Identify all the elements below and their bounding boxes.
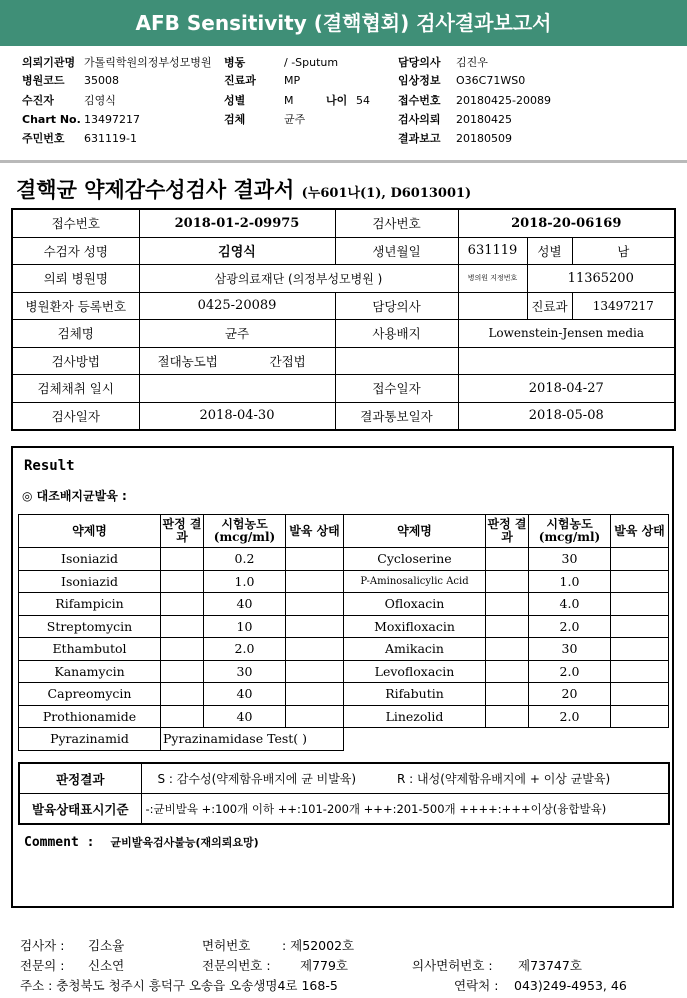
growth-status <box>611 615 669 638</box>
drug-row <box>19 615 669 638</box>
drug-name: Rifabutin <box>344 683 486 706</box>
drug-row <box>19 660 669 683</box>
separator <box>0 160 687 163</box>
contact-label: 연락처 : <box>454 978 499 993</box>
growth-status <box>611 570 669 593</box>
col-judge: 판정 결과 <box>161 515 204 548</box>
test-concentration: 2.0 <box>529 660 611 683</box>
specimen-value: 균주 <box>139 320 335 348</box>
header-label: 담당의사 <box>398 56 441 69</box>
comment <box>24 834 259 850</box>
header-row-1 <box>22 56 488 70</box>
drug-name: Ofloxacin <box>344 593 486 616</box>
control-medium-label: ◎ 대조배지균발육 : <box>22 489 127 503</box>
footer-row-1 <box>20 936 354 954</box>
header-value: 35008 <box>84 74 119 87</box>
birth-label: 생년월일 <box>335 237 458 265</box>
sex-value: 남 <box>572 237 675 265</box>
drug-name: Rifampicin <box>19 593 161 616</box>
drug-name: Isoniazid <box>19 548 161 571</box>
doc-license-label: 의사면허번호 : <box>412 958 493 973</box>
header-value: M <box>284 94 294 107</box>
judge-result <box>486 705 529 728</box>
header-value: 631119-1 <box>84 132 137 145</box>
medium-label: 사용배지 <box>335 320 458 348</box>
header-value: 13497217 <box>84 113 140 126</box>
drug-name: Isoniazid <box>19 570 161 593</box>
header-value: MP <box>284 74 301 87</box>
specialist-label: 전문의 : <box>20 958 65 973</box>
method-absolute: 절대농도법 <box>157 353 218 369</box>
test-concentration: 2.0 <box>529 615 611 638</box>
header-label: 의뢰기관명 <box>22 56 76 69</box>
drug-name: Cycloserine <box>344 548 486 571</box>
judge-result <box>486 660 529 683</box>
age-label: 나이 <box>326 94 348 107</box>
judge-result <box>161 660 204 683</box>
pza-name: Pyrazinamid <box>19 728 161 751</box>
drug-row <box>19 548 669 571</box>
footer-row-3 <box>20 976 627 994</box>
legend-table <box>18 762 670 825</box>
receipt-no: 2018-01-2-09975 <box>139 209 335 237</box>
hospital-label: 의뢰 병원명 <box>12 265 139 293</box>
drug-name: Amikacin <box>344 638 486 661</box>
drug-name: Linezolid <box>344 705 486 728</box>
collect-value <box>139 375 335 403</box>
judge-s: S : 감수성(약제함유배지에 균 비발육) <box>141 763 393 794</box>
specialist: 신소연 <box>88 958 125 973</box>
specimen-label: 검체명 <box>12 320 139 348</box>
method-blank-2 <box>458 347 675 375</box>
test-concentration: 30 <box>529 548 611 571</box>
growth-label: 발육상태표시기준 <box>19 794 141 825</box>
header-row-2 <box>22 74 525 88</box>
drug-row <box>19 638 669 661</box>
header-label: 결과보고 <box>398 132 441 145</box>
test-concentration: 20 <box>529 683 611 706</box>
col-drug: 약제명 <box>344 515 486 548</box>
test-concentration: 40 <box>204 705 286 728</box>
hospital-no-label: 병의원 지정번호 <box>458 265 527 293</box>
patient-label: 수검자 성명 <box>12 237 139 265</box>
header-value: 김진우 <box>456 56 488 69</box>
col-judge: 판정 결과 <box>486 515 529 548</box>
method-value <box>139 347 335 375</box>
judge-result <box>486 548 529 571</box>
growth-status <box>286 570 344 593</box>
growth-status <box>286 548 344 571</box>
header-label: 수진자 <box>22 94 54 107</box>
hospital-name: 삼광의료재단 (의정부성모병원 ) <box>139 265 458 293</box>
birth-date: 631119 <box>458 237 527 265</box>
header-row-3 <box>22 94 551 108</box>
drug-row <box>19 705 669 728</box>
doctor-value <box>458 292 527 320</box>
growth-status <box>611 593 669 616</box>
receipt-no-label: 접수번호 <box>12 209 139 237</box>
growth-status <box>611 660 669 683</box>
patient-name: 김영식 <box>139 237 335 265</box>
testdate-label: 검사일자 <box>12 402 139 430</box>
header-row-5 <box>22 132 512 146</box>
header-label: 병원코드 <box>22 74 65 87</box>
dept-value: 13497217 <box>572 292 675 320</box>
header-value: O36C71WS0 <box>456 74 526 87</box>
col-growth: 발육 상태 <box>286 515 344 548</box>
test-concentration: 4.0 <box>529 593 611 616</box>
header-label: 진료과 <box>224 74 256 87</box>
notify-date: 2018-05-08 <box>458 402 675 430</box>
medium-value: Lowenstein-Jensen media <box>458 320 675 348</box>
header-value: 20180509 <box>456 132 512 145</box>
header-label: 검체 <box>224 113 246 126</box>
address: 주소 : 충청북도 청주시 흥덕구 오송읍 오송생명4로 168-5 <box>20 978 338 993</box>
header-label: 성별 <box>224 94 246 107</box>
test-concentration: 2.0 <box>204 638 286 661</box>
growth-text: -:균비발육 +:100개 이하 ++:101-200개 +++:201-500개 ++++:+++이상(융합발육) <box>141 794 669 825</box>
drug-name: Levofloxacin <box>344 660 486 683</box>
hospital-no: 11365200 <box>527 265 675 293</box>
tester: 김소율 <box>88 938 125 953</box>
header-label: Chart No. <box>22 113 81 126</box>
drug-name: Prothionamide <box>19 705 161 728</box>
judge-result <box>486 615 529 638</box>
col-growth: 발육 상태 <box>611 515 669 548</box>
exam-no: 2018-20-06169 <box>458 209 675 237</box>
reg-no: 0425-20089 <box>139 292 335 320</box>
test-concentration: 30 <box>529 638 611 661</box>
receive-label: 접수일자 <box>335 375 458 403</box>
judge-result <box>486 570 529 593</box>
drug-name: Ethambutol <box>19 638 161 661</box>
license: : 제52002호 <box>282 938 355 953</box>
result-label: Result <box>24 458 75 474</box>
growth-status <box>286 638 344 661</box>
judge-result <box>161 683 204 706</box>
drug-name: Kanamycin <box>19 660 161 683</box>
header-value: 가톨릭학원의정부성모병원 <box>84 56 212 69</box>
header-label: 임상정보 <box>398 74 441 87</box>
reg-label: 병원환자 등록번호 <box>12 292 139 320</box>
header-label: 병동 <box>224 56 246 69</box>
test-concentration: 1.0 <box>529 570 611 593</box>
doc-license: 제73747호 <box>518 958 582 973</box>
doctor-label: 담당의사 <box>335 292 458 320</box>
report-title <box>16 174 471 204</box>
growth-status <box>286 683 344 706</box>
judge-result <box>161 570 204 593</box>
sex-label: 성별 <box>527 237 572 265</box>
drug-name: Capreomycin <box>19 683 161 706</box>
drug-table <box>18 514 669 751</box>
pza-test: Pyrazinamidase Test( ) <box>161 728 344 751</box>
dept-label: 진료과 <box>527 292 572 320</box>
header-value: / -Sputum <box>284 56 339 69</box>
license-label: 면허번호 <box>202 938 251 953</box>
comment-text: 균비발육검사불능(재의뢰요망) <box>110 836 259 849</box>
header-value: 김영식 <box>84 94 116 107</box>
footer-row-2 <box>20 956 582 974</box>
growth-status <box>286 593 344 616</box>
judge-result <box>486 683 529 706</box>
test-concentration: 40 <box>204 593 286 616</box>
test-concentration: 10 <box>204 615 286 638</box>
header-value: 20180425-20089 <box>456 94 551 107</box>
header-label: 검사의뢰 <box>398 113 441 126</box>
growth-status <box>611 683 669 706</box>
judge-result <box>161 705 204 728</box>
growth-status <box>611 638 669 661</box>
judge-result <box>486 593 529 616</box>
test-date: 2018-04-30 <box>139 402 335 430</box>
contact: 043)249-4953, 46 <box>514 978 627 993</box>
report-banner: AFB Sensitivity (결핵협회) 검사결과보고서 <box>0 0 687 46</box>
header-label: 주민번호 <box>22 132 65 145</box>
growth-status <box>286 705 344 728</box>
method-label: 검사방법 <box>12 347 139 375</box>
tester-label: 검사자 : <box>20 938 65 953</box>
growth-status <box>611 705 669 728</box>
growth-status <box>611 548 669 571</box>
patient-info-table <box>11 208 676 431</box>
drug-row <box>19 570 669 593</box>
drug-name: Streptomycin <box>19 615 161 638</box>
age-value: 54 <box>356 94 370 107</box>
judge-r: R : 내성(약제함유배지에 + 이상 균발육) <box>393 763 669 794</box>
col-conc: 시험농도 (mcg/ml) <box>529 515 611 548</box>
title-main: 결핵균 약제감수성검사 결과서 <box>16 177 295 202</box>
growth-status <box>286 660 344 683</box>
exam-no-label: 검사번호 <box>335 209 458 237</box>
header-label: 접수번호 <box>398 94 441 107</box>
spec-license-label: 전문의번호 : <box>202 958 271 973</box>
method-indirect: 간접법 <box>269 353 306 369</box>
drug-row <box>19 593 669 616</box>
spec-license: 제779호 <box>300 958 349 973</box>
judge-label: 판정결과 <box>19 763 141 794</box>
col-drug: 약제명 <box>19 515 161 548</box>
test-concentration: 2.0 <box>529 705 611 728</box>
growth-status <box>286 615 344 638</box>
drug-name: P-Aminosalicylic Acid <box>344 570 486 593</box>
method-blank <box>335 347 458 375</box>
test-concentration: 30 <box>204 660 286 683</box>
notify-label: 결과통보일자 <box>335 402 458 430</box>
judge-result <box>161 615 204 638</box>
judge-result <box>161 638 204 661</box>
drug-row <box>19 683 669 706</box>
col-conc: 시험농도 (mcg/ml) <box>204 515 286 548</box>
judge-result <box>161 548 204 571</box>
drug-name: Moxifloxacin <box>344 615 486 638</box>
title-sub: (누601나(1), D6013001) <box>301 186 472 201</box>
pza-blank <box>344 728 669 751</box>
collect-label: 검체채취 일시 <box>12 375 139 403</box>
test-concentration: 40 <box>204 683 286 706</box>
receive-date: 2018-04-27 <box>458 375 675 403</box>
header-value: 20180425 <box>456 113 512 126</box>
header-value: 균주 <box>284 113 306 126</box>
judge-result <box>486 638 529 661</box>
header-row-4 <box>22 113 512 127</box>
judge-result <box>161 593 204 616</box>
test-concentration: 0.2 <box>204 548 286 571</box>
comment-label: Comment : <box>24 835 95 850</box>
test-concentration: 1.0 <box>204 570 286 593</box>
